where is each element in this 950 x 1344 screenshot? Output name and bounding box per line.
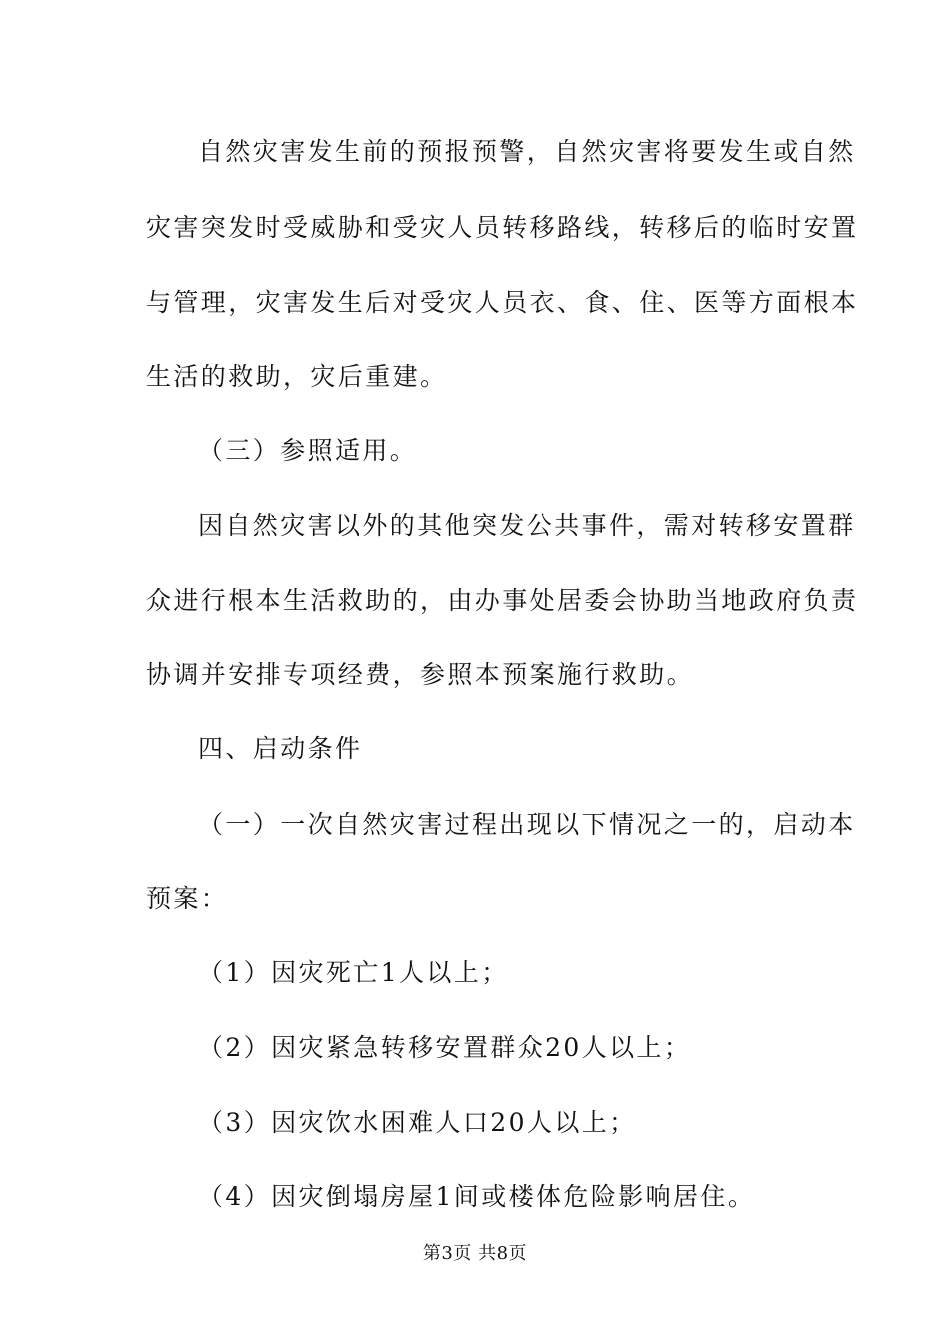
page-number-footer: 第3页 共8页 — [422, 1243, 528, 1264]
paragraph-line-2: 灾害突发时受威胁和受灾人员转移路线，转移后的临时安置 — [146, 213, 859, 242]
section-heading-4: 四、启动条件 — [198, 734, 363, 763]
paragraph-line-6: 众进行根本生活救助的，由办事处居委会协助当地政府负责 — [146, 586, 859, 615]
paragraph-line-3: 与管理，灾害发生后对受灾人员衣、食、住、医等方面根本 — [146, 288, 859, 317]
paragraph-line-1: 自然灾害发生前的预报预警，自然灾害将要发生或自然 — [198, 137, 856, 166]
paragraph-line-8: （一）一次自然灾害过程出现以下情况之一的，启动本 — [198, 810, 856, 839]
list-item-2: （2）因灾紧急转移安置群众20人以上； — [198, 1033, 692, 1062]
list-item-4: （4）因灾倒塌房屋1间或楼体危险影响居住。 — [198, 1182, 756, 1211]
paragraph-line-4: 生活的救助，灾后重建。 — [146, 362, 448, 391]
paragraph-line-5: 因自然灾害以外的其他突发公共事件，需对转移安置群 — [198, 511, 856, 540]
list-item-3: （3）因灾饮水困难人口20人以上； — [198, 1108, 637, 1137]
section-heading-3: （三）参照适用。 — [198, 436, 418, 465]
paragraph-line-9: 预案： — [146, 884, 229, 913]
paragraph-line-7: 协调并安排专项经费，参照本预案施行救助。 — [146, 660, 695, 689]
list-item-1: （1）因灾死亡1人以上； — [198, 958, 509, 987]
